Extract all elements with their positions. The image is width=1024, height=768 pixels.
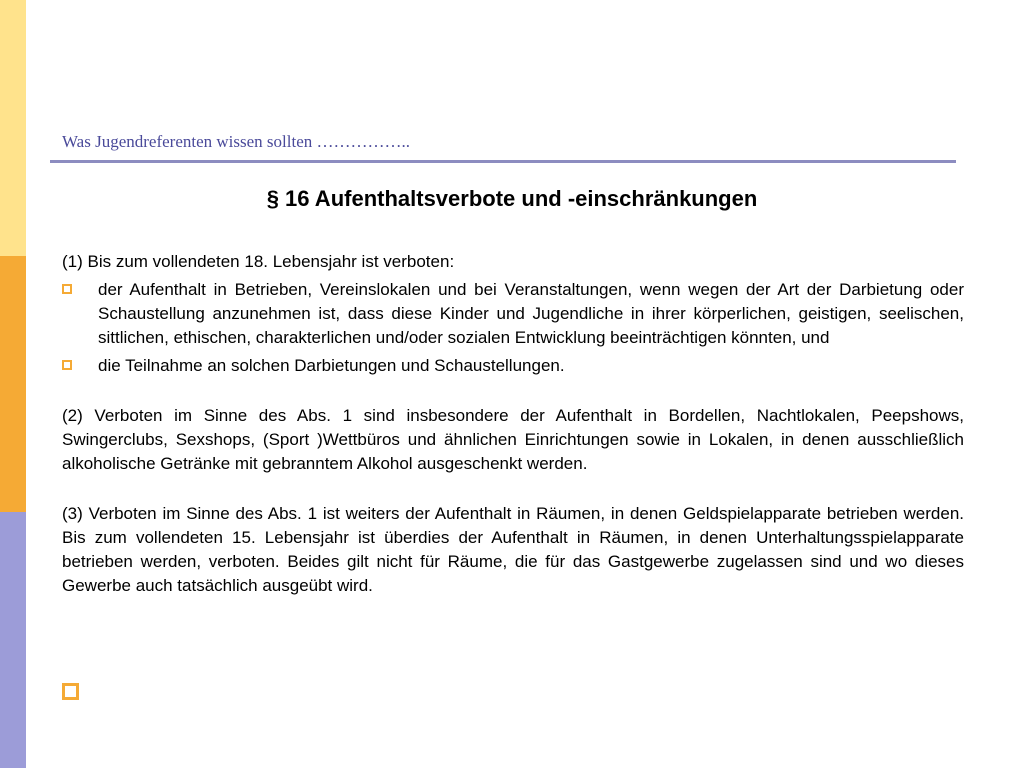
slide-heading: § 16 Aufenthaltsverbote und -einschränkungen: [266, 186, 758, 211]
slide-content: [62, 250, 964, 598]
header-divider: [50, 160, 956, 163]
bullet-list: [62, 278, 964, 378]
bullet-item: [62, 354, 964, 378]
bullet-text: die Teilnahme an solchen Darbietungen und Schaustellungen.: [98, 356, 565, 375]
header-title: Was Jugendreferenten wissen sollten ……………..: [62, 132, 411, 151]
paragraph-2: (2) Verboten im Sinne des Abs. 1 sind insbesondere der Aufenthalt in Bordellen, Nachtlokalen, Peepshows, Swingerclubs, Sexshops, (Sport )Wettbüros und ähnlichen Einrichtungen sowie in Lokalen, in denen ausschließlich alkoholische Getränke mit gebranntem Alkohol ausgeschenkt werden.: [62, 406, 964, 473]
square-bullet-icon: [62, 284, 72, 294]
bullet-item: [62, 278, 964, 350]
side-bar-purple: [0, 512, 26, 768]
bullet-text: der Aufenthalt in Betrieben, Vereinslokalen und bei Veranstaltungen, wenn wegen der Art der Darbietung oder Schaustellung anzunehmen ist, dass diese Kinder und Jugendliche in ihrer körperlichen, geistigen, seelischen, sittlichen, ethischen, charakterlichen und/oder sozialen Entwicklung beeinträchtigen könnten, und: [98, 280, 964, 347]
side-bar-orange: [0, 256, 26, 512]
paragraph-3: (3) Verboten im Sinne des Abs. 1 ist weiters der Aufenthalt in Räumen, in denen Geldspielapparate betrieben werden. Bis zum vollendeten 15. Lebensjahr ist überdies der Aufenthalt in Räumen, in denen Unterhaltungsspielapparate betrieben werden, verboten. Beides gilt nicht für Räume, die für das Gastgewerbe zugelassen sind und wo dieses Gewerbe auch tatsächlich ausgeübt wird.: [62, 504, 964, 595]
empty-bullet-icon: [62, 683, 79, 700]
square-bullet-icon: [62, 360, 72, 370]
side-bar-yellow: [0, 0, 26, 256]
intro-text: (1) Bis zum vollendeten 18. Lebensjahr ist verboten:: [62, 252, 455, 271]
